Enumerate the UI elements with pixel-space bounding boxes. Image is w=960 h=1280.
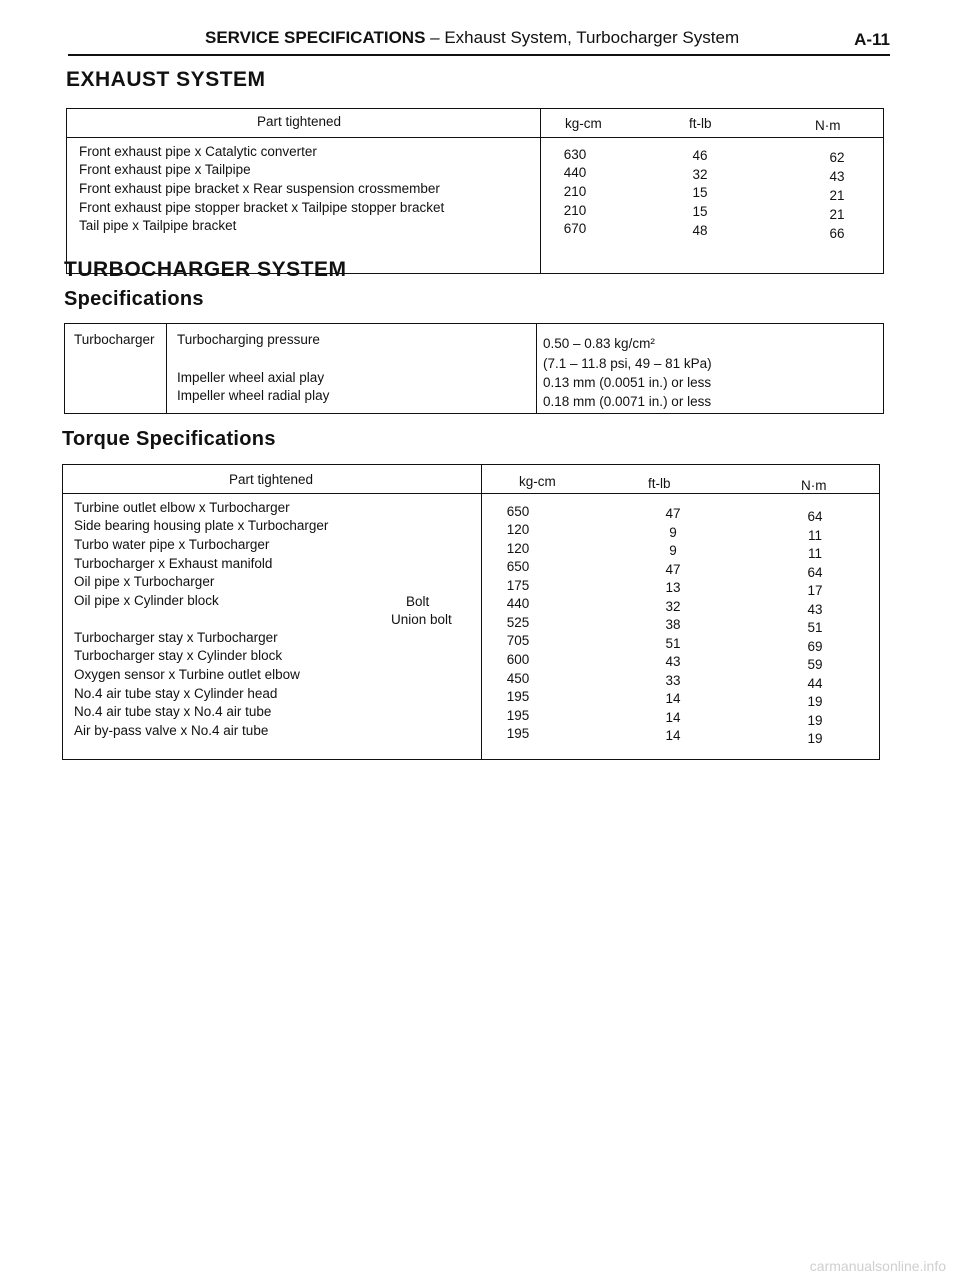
torque-kgcm: 650 [506, 559, 530, 574]
torque-nm: 19 [807, 713, 823, 728]
watermark: carmanualsonline.info [809, 1258, 946, 1274]
spec-heading: Specifications [64, 288, 204, 310]
torque-kgcm: 440 [506, 596, 530, 611]
torque-ftlb: 47 [665, 506, 681, 521]
torque-nm: 19 [807, 731, 823, 746]
page-title-bold: SERVICE SPECIFICATIONS [205, 28, 426, 47]
exhaust-col-nm: N·m [815, 118, 841, 133]
torque-nm: 69 [807, 639, 823, 654]
torque-kgcm: 450 [506, 671, 530, 686]
page-title-rest: – Exhaust System, Turbocharger System [425, 28, 740, 47]
exhaust-nm: 43 [829, 169, 845, 184]
torque-col-nm: N·m [801, 478, 827, 493]
exhaust-kgcm: 210 [563, 184, 587, 199]
spec-item: Impeller wheel axial play [177, 370, 325, 385]
torque-table [62, 464, 880, 760]
spec-item: Impeller wheel radial play [177, 388, 330, 403]
spec-col-divider [166, 324, 167, 413]
exhaust-row-part: Front exhaust pipe x Catalytic converter [79, 144, 317, 159]
exhaust-col-ftlb: ft-lb [689, 116, 712, 131]
exhaust-kgcm: 440 [563, 165, 587, 180]
page-number: A-11 [854, 30, 890, 49]
torque-row-part: No.4 air tube stay x Cylinder head [74, 686, 278, 701]
torque-kgcm: 195 [506, 708, 530, 723]
torque-kgcm: 120 [506, 522, 530, 537]
torque-ftlb: 13 [665, 580, 681, 595]
torque-nm: 51 [807, 620, 823, 635]
exhaust-nm: 21 [829, 207, 845, 222]
torque-header-rule [63, 493, 879, 494]
torque-row-part: Oil pipe x Turbocharger [74, 574, 215, 589]
torque-kgcm: 525 [506, 615, 530, 630]
torque-row-part: Oil pipe x Cylinder block [74, 593, 219, 608]
torque-col-divider [481, 465, 482, 759]
torque-col-part: Part tightened [229, 472, 314, 487]
exhaust-col-divider [540, 109, 541, 273]
exhaust-col-kgcm: kg-cm [565, 116, 602, 131]
torque-nm: 64 [807, 565, 823, 580]
exhaust-kgcm: 210 [563, 203, 587, 218]
page-header [68, 22, 890, 58]
torque-kgcm: 195 [506, 689, 530, 704]
spec-item: Turbocharging pressure [177, 332, 320, 347]
exhaust-nm: 21 [829, 188, 845, 203]
exhaust-table [66, 108, 884, 274]
spec-table [64, 323, 884, 414]
torque-ftlb: 14 [665, 710, 681, 725]
torque-nm: 44 [807, 676, 823, 691]
spec-col-divider [536, 324, 537, 413]
torque-row-part: Oxygen sensor x Turbine outlet elbow [74, 667, 300, 682]
torque-ftlb: 47 [665, 562, 681, 577]
torque-nm: 59 [807, 657, 823, 672]
torque-row-part: Side bearing housing plate x Turbocharger [74, 518, 329, 533]
exhaust-row-part: Front exhaust pipe x Tailpipe [79, 162, 251, 177]
torque-heading: Torque Specifications [62, 428, 276, 450]
torque-ftlb: 14 [665, 728, 681, 743]
exhaust-col-part: Part tightened [257, 114, 342, 129]
torque-ftlb: 33 [665, 673, 681, 688]
exhaust-ftlb: 46 [692, 148, 708, 163]
torque-row-part: Turbocharger stay x Turbocharger [74, 630, 278, 645]
torque-row-part: Turbo water pipe x Turbocharger [74, 537, 270, 552]
torque-kgcm: 705 [506, 633, 530, 648]
torque-nm: 17 [807, 583, 823, 598]
torque-kgcm: 600 [506, 652, 530, 667]
spec-value: 0.50 – 0.83 kg/cm² [543, 336, 655, 351]
exhaust-nm: 66 [829, 226, 845, 241]
spec-value: (7.1 – 11.8 psi, 49 – 81 kPa) [543, 356, 712, 371]
torque-ftlb: 9 [669, 543, 677, 558]
torque-nm: 19 [807, 694, 823, 709]
exhaust-ftlb: 15 [692, 204, 708, 219]
exhaust-heading: EXHAUST SYSTEM [66, 68, 266, 91]
spec-value: 0.18 mm (0.0071 in.) or less [543, 394, 712, 409]
torque-row-part: No.4 air tube stay x No.4 air tube [74, 704, 272, 719]
torque-row-part: Turbocharger stay x Cylinder block [74, 648, 283, 663]
torque-nm: 64 [807, 509, 823, 524]
exhaust-kgcm: 670 [563, 221, 587, 236]
torque-nm: 43 [807, 602, 823, 617]
torque-kgcm: 120 [506, 541, 530, 556]
spec-value: 0.13 mm (0.0051 in.) or less [543, 375, 712, 390]
spec-component: Turbocharger [74, 332, 155, 347]
torque-ftlb: 14 [665, 691, 681, 706]
exhaust-row-part: Front exhaust pipe stopper bracket x Tailpipe stopper bracket [79, 200, 445, 215]
torque-ftlb: 9 [669, 525, 677, 540]
exhaust-row-part: Tail pipe x Tailpipe bracket [79, 218, 237, 233]
torque-row-part: Turbocharger x Exhaust manifold [74, 556, 273, 571]
exhaust-ftlb: 48 [692, 223, 708, 238]
torque-nm: 11 [807, 528, 822, 543]
torque-row-part: Air by-pass valve x No.4 air tube [74, 723, 269, 738]
torque-nm: 11 [807, 546, 822, 561]
torque-kgcm: 175 [506, 578, 530, 593]
exhaust-nm: 62 [829, 150, 845, 165]
exhaust-ftlb: 32 [692, 167, 708, 182]
page-title [205, 28, 739, 48]
exhaust-kgcm: 630 [563, 147, 587, 162]
torque-row-note: Bolt [406, 594, 430, 609]
torque-col-ftlb: ft-lb [648, 476, 671, 491]
exhaust-ftlb: 15 [692, 185, 708, 200]
torque-ftlb: 38 [665, 617, 681, 632]
turbo-heading: TURBOCHARGER SYSTEM [64, 258, 347, 281]
torque-row-note: Union bolt [391, 612, 452, 627]
torque-kgcm: 195 [506, 726, 530, 741]
torque-row-part: Turbine outlet elbow x Turbocharger [74, 500, 290, 515]
exhaust-header-rule [67, 137, 883, 138]
torque-ftlb: 32 [665, 599, 681, 614]
torque-ftlb: 51 [665, 636, 681, 651]
header-rule [68, 54, 890, 56]
torque-col-kgcm: kg-cm [519, 474, 556, 489]
exhaust-row-part: Front exhaust pipe bracket x Rear suspension crossmember [79, 181, 440, 196]
torque-ftlb: 43 [665, 654, 681, 669]
torque-kgcm: 650 [506, 504, 530, 519]
